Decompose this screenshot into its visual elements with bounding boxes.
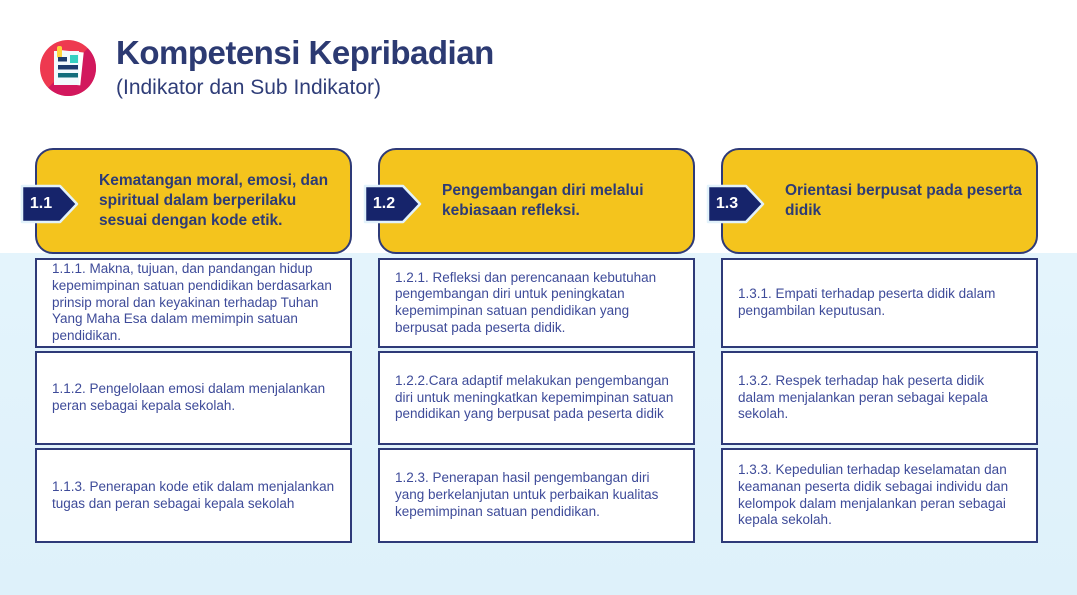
indicator-title: Pengembangan diri melalui kebiasaan refleksi. [442,182,644,219]
titles-block [116,36,494,101]
indicator-header-card [372,148,695,254]
indicator-header-card [715,148,1038,254]
indicator-column-1-3 [715,148,1038,543]
indicator-badge-label: 1.3 [715,195,739,212]
sub-indicator-cell [378,448,695,543]
sub-indicator-cell [721,258,1038,348]
indicator-badge [363,184,423,224]
sub-indicator-text: 1.3.2. Respek terhadap hak peserta didik dalam menjalankan peran sebagai kepala sekolah. [738,372,988,422]
sub-indicator-text: 1.1.1. Makna, tujuan, dan pandangan hidup kepemimpinan satuan pendidikan berdasarkan prinsip moral dan keyakinan terhadap Tuhan Yang Maha Esa dalam memimpin satuan pendidikan. [52,261,332,344]
indicator-badge [20,184,80,224]
indicator-columns [29,148,1038,543]
sub-indicator-text: 1.3.3. Kepedulian terhadap keselamatan dan keamanan peserta didik sebagai individu dan kelompok dalam menjalankan peran sebagai kepala sekolah. [738,462,1009,528]
indicator-title: Kematangan moral, emosi, dan spiritual dalam berperilaku sesuai dengan kode etik. [99,172,329,229]
indicator-badge [706,184,766,224]
sub-indicator-list [721,258,1038,543]
sub-indicator-text: 1.1.2. Pengelolaan emosi dalam menjalankan peran sebagai kepala sekolah. [52,381,326,413]
indicator-header-card [29,148,352,254]
sub-indicator-list [35,258,352,543]
sub-indicator-text: 1.1.3. Penerapan kode etik dalam menjalankan tugas dan peran sebagai kepala sekolah [52,478,335,511]
sub-indicator-text: 1.2.1. Refleksi dan perencanaan kebutuhan pengembangan diri untuk peningkatan kepemimpinan satuan pendidikan yang berpusat pada peserta didik. [395,269,657,335]
sub-indicator-cell [35,448,352,543]
sub-indicator-text: 1.3.1. Empati terhadap peserta didik dalam pengambilan keputusan. [738,286,996,318]
page-header [38,36,494,101]
sub-indicator-cell [378,351,695,445]
sub-indicator-cell [721,351,1038,445]
indicator-column-1-1 [29,148,352,543]
document-icon [38,38,98,98]
sub-indicator-cell [378,258,695,348]
indicator-badge-label: 1.2 [372,195,396,212]
indicator-column-1-2 [372,148,695,543]
sub-indicator-text: 1.2.2.Cara adaptif melakukan pengembangan diri untuk meningkatkan kepemimpinan satuan pendidikan yang berpusat pada peserta didik [395,372,674,422]
sub-indicator-list [378,258,695,543]
sub-indicator-text: 1.2.3. Penerapan hasil pengembangan diri yang berkelanjutan untuk perbaikan kualitas kepemimpinan satuan pendidikan. [395,470,659,519]
page-subtitle: (Indikator dan Sub Indikator) [116,75,381,99]
sub-indicator-cell [35,351,352,445]
sub-indicator-cell [721,448,1038,543]
indicator-title: Orientasi berpusat pada peserta didik [785,182,1022,219]
page-title: Kompetensi Kepribadian [116,34,494,71]
indicator-badge-label: 1.1 [29,195,53,212]
sub-indicator-cell [35,258,352,348]
